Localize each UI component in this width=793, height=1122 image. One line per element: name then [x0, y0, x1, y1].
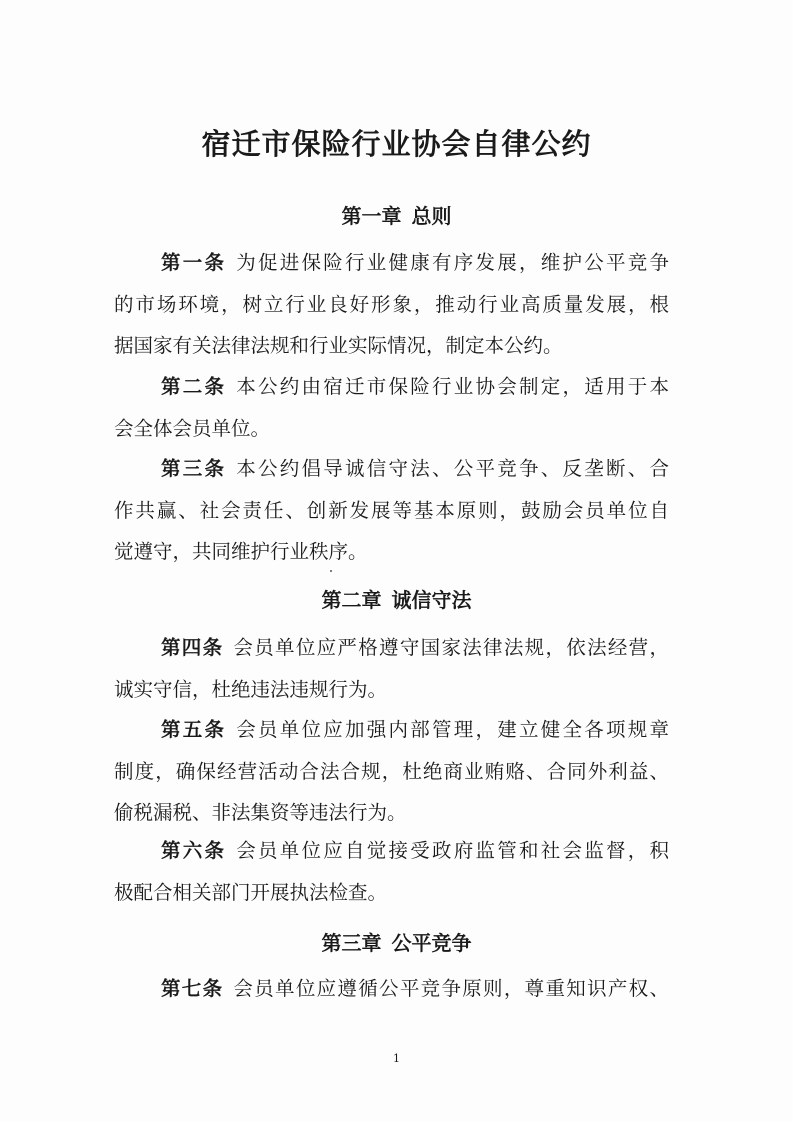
chapter-number: 第三章: [321, 931, 382, 955]
chapter-number: 第一章: [341, 204, 402, 228]
article-number: 第三条: [161, 457, 227, 480]
article-number: 第二条: [161, 375, 227, 398]
chapter-number: 第二章: [321, 588, 382, 612]
article-line: 偷税漏税、非法集资等违法行为。: [114, 801, 407, 824]
article-2: [114, 366, 669, 449]
article-line: 第三条 本公约倡导诚信守法、公平竞争、反垄断、合: [161, 457, 669, 480]
chapter-heading: [0, 200, 793, 229]
article-line: 第四条 会员单位应严格遵守国家法律法规，依法经营，: [161, 636, 669, 659]
article-7: [114, 968, 669, 1010]
article-line: 第七条 会员单位应遵循公平竞争原则，尊重知识产权、: [161, 977, 669, 1000]
article-line: 的市场环境，树立行业良好形象，推动行业高质量发展，根: [114, 292, 669, 316]
article-line: 第二条 本公约由宿迁市保险行业协会制定，适用于本: [161, 375, 669, 398]
document-title: 宿迁市保险行业协会自律公约: [201, 127, 592, 161]
article-line: 诚实守信，杜绝违法违规行为。: [114, 677, 388, 701]
article-number: 第六条: [161, 839, 227, 862]
chapter-name: 总则: [411, 204, 452, 228]
article-line: 制度，确保经营活动合法合规，杜绝商业贿赂、合同外利益、: [114, 759, 669, 783]
article-number: 第一条: [161, 251, 227, 274]
scan-speck: [330, 570, 332, 572]
article-number: 第五条: [161, 718, 227, 741]
article-line: 第一条 为促进保险行业健康有序发展，维护公平竞争: [161, 251, 669, 274]
article-1: [114, 242, 669, 367]
article-6: [114, 830, 669, 913]
page-number: 1: [393, 1052, 400, 1065]
article-line: 第六条 会员单位应自觉接受政府监管和社会监督，积: [161, 839, 669, 862]
article-line: 第五条 会员单位应加强内部管理，建立健全各项规章: [161, 718, 669, 741]
article-line: 觉遵守，共同维护行业秩序。: [114, 540, 368, 563]
chapter-name: 公平竞争: [391, 931, 472, 955]
article-5: [114, 709, 669, 834]
article-3: [114, 448, 669, 573]
chapter-heading: [0, 927, 793, 956]
article-line: 据国家有关法律法规和行业实际情况，制定本公约。: [114, 334, 563, 357]
article-4: [114, 627, 669, 710]
article-number: 第七条: [161, 977, 224, 1000]
chapter-heading: [0, 584, 793, 613]
article-line: 极配合相关部门开展执法检查。: [114, 880, 388, 904]
article-number: 第四条: [161, 636, 224, 659]
chapter-name: 诚信守法: [391, 588, 472, 612]
article-line: 会全体会员单位。: [114, 416, 271, 440]
article-line: 作共赢、社会责任、创新发展等基本原则，鼓励会员单位自: [114, 498, 669, 522]
